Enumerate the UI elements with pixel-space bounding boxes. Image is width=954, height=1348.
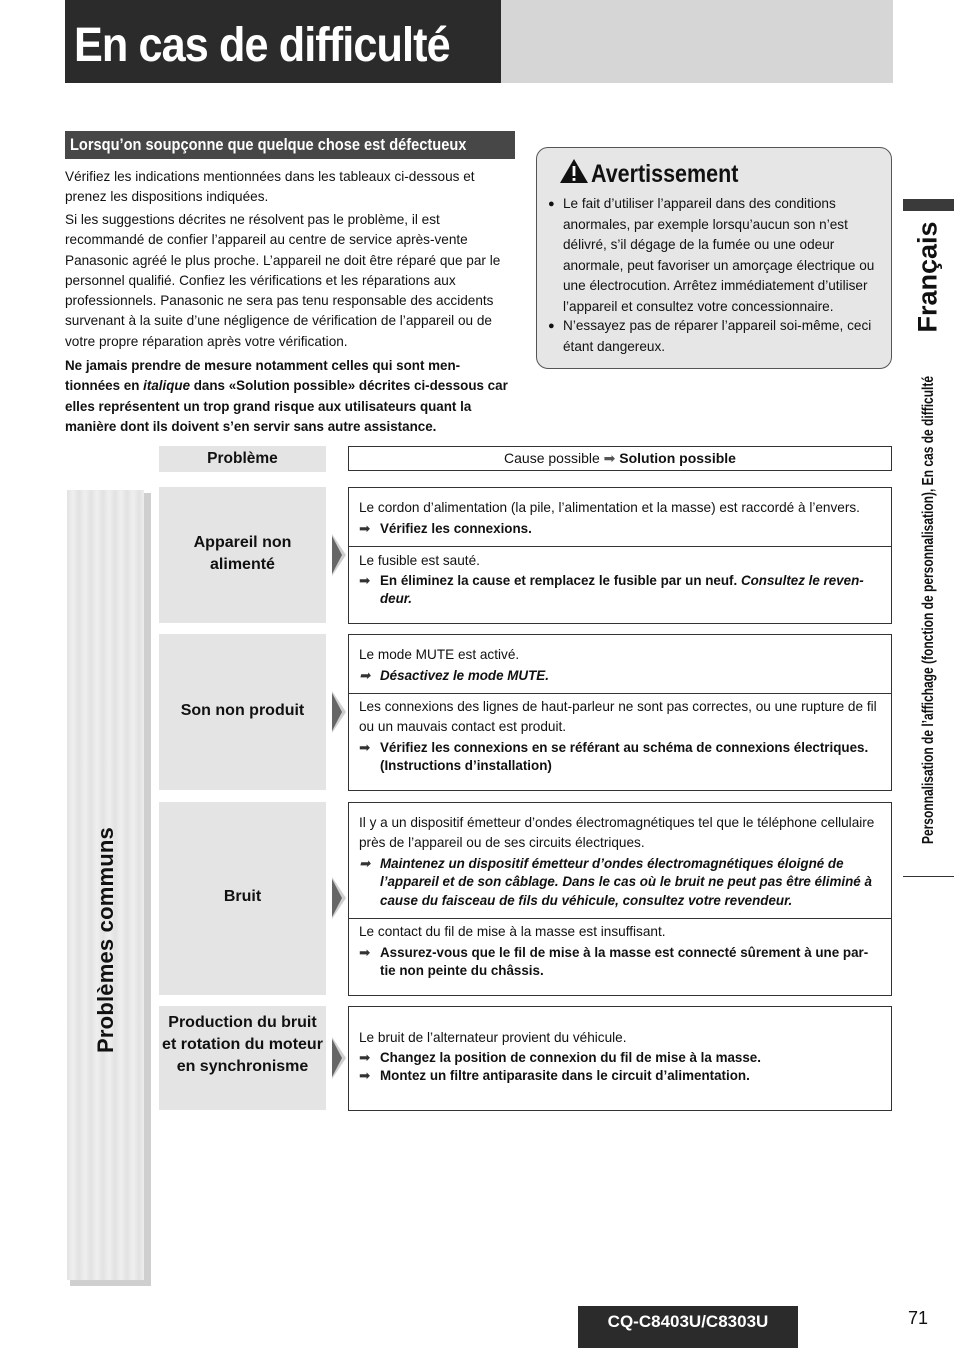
- cause-text: Le bruit de l’alternateur provient du véhicule.: [359, 1030, 627, 1045]
- solution-item: [359, 944, 881, 981]
- solution-text-italic: Maintenez un dispositif émetteur d’ondes électromagnétiques éloigné de l’appareil et de son câblage. Dans le cas où le bruit ne peut pas être éliminé à cause du faisceau de fils du véhicule, consultez votre revendeur.: [380, 856, 872, 908]
- header-cause-text: Cause possible: [504, 450, 600, 466]
- intro-bold-italic: italique: [143, 378, 191, 394]
- cause-text: Le fusible est sauté.: [359, 553, 480, 568]
- warning-heading-text: Avertissement: [591, 160, 739, 188]
- intro-warning-paragraph: [65, 356, 515, 437]
- solution-item: [359, 739, 881, 776]
- category-shadow: [144, 493, 151, 1283]
- intro-bold-a: Ne jamais prendre de mesure notamment celles qui sont men- tionnées en: [65, 358, 461, 394]
- warning-item: [548, 194, 884, 317]
- problem-label: Bruit: [223, 888, 262, 905]
- problem-label: Son non produit: [180, 702, 305, 719]
- intro-bold-b: dans «Solution possible» décrites ci-dessous car elles représentent un trop grand risque aux utilisateurs quant la manière dont ils doivent s’en servir sans autre assistance.: [65, 378, 508, 434]
- solution-text: En éliminez la cause et remplacez le fusible par un neuf.: [380, 573, 738, 588]
- sidebar-marker: [903, 199, 954, 211]
- arrow-right-icon: ➡: [359, 521, 371, 536]
- chevron-right-icon-inner: [332, 693, 342, 731]
- header-solution-text: Solution possible: [619, 450, 736, 466]
- model-label: CQ-C8403U/C8303U: [578, 1306, 798, 1348]
- solution-item: [359, 572, 881, 609]
- arrow-right-icon: ➡: [359, 668, 371, 683]
- cause-divider: [348, 918, 892, 919]
- warning-heading: [559, 158, 762, 191]
- solution-text-italic: Consultez le reven- deur.: [380, 573, 864, 607]
- warning-item-text: N’essayez pas de réparer l’appareil soi-même, ceci étant dangereux.: [563, 318, 872, 354]
- table-header-cause: [348, 446, 892, 471]
- solution-item: [359, 855, 881, 910]
- cause-divider: [348, 546, 892, 547]
- chevron-right-icon-inner: [332, 879, 342, 917]
- table-header-problem: Problème: [159, 446, 326, 472]
- cause-text: Les connexions des lignes de haut-parleur ne sont pas correctes, ou une rupture de fil ou un mauvais contact est produit.: [359, 699, 877, 735]
- arrow-right-icon: ➡: [359, 740, 371, 755]
- problem-label: Appareil non alimenté: [193, 534, 292, 573]
- intro-paragraph-1: Vérifiez les indications mentionnées dans les tableaux ci-dessous et prenez les dispositions indiquées.: [65, 169, 475, 205]
- solution-text-wrap: [359, 572, 881, 609]
- chevron-right-icon-inner: [332, 536, 342, 574]
- problem-label: Production du bruit et rotation du moteur en synchronisme: [162, 1014, 323, 1075]
- bullet-icon: ●: [548, 320, 555, 332]
- arrow-right-icon: ➡: [359, 1050, 371, 1065]
- warning-item-text: Le fait d’utiliser l’appareil dans des conditions anormales, par exemple lorsqu’aucun son n’est délivré, s’il dégage de la fumée ou une odeur anormale, peut favoriser un amorçage électrique ou une électrocution. Arrêtez immédiatement d’utiliser l’appareil et consultez votre concessionnaire.: [563, 196, 875, 314]
- cause-divider: [348, 693, 892, 694]
- intro-paragraph-2: Si les suggestions décrites ne résolvent pas le problème, il est recommandé de confier l’appareil au centre de service après-vente Panasonic agréé le plus proche. L’appareil ne doit être réparé que par le personnel qualifié. Confiez les vérifications et les réparations aux professionnels. Panasonic ne sera pas tenu responsable des accidents survenant à la suite d’une négligence de vérification de l’appareil ou de votre propre réparation après votre vérification.: [65, 212, 501, 349]
- arrow-right-icon: ➡: [359, 1068, 371, 1083]
- sidebar-divider: [903, 876, 954, 877]
- chevron-right-icon-inner: [332, 1039, 342, 1077]
- solution-item: [359, 1067, 881, 1085]
- cause-text: Il y a un dispositif émetteur d’ondes électromagnétiques tel que le téléphone cellulaire près de l’appareil ou de ses circuits électriques.: [359, 815, 875, 851]
- warning-triangle-icon: [559, 158, 589, 191]
- cause-text: Le cordon d’alimentation (la pile, l’alimentation et la masse) est raccordé à l’envers.: [359, 500, 860, 515]
- solution-text: Changez la position de connexion du fil de mise à la masse.: [380, 1050, 761, 1065]
- bullet-icon: ●: [548, 198, 555, 210]
- arrow-right-icon: ➡: [359, 945, 371, 960]
- solution-text: Montez un filtre antiparasite dans le circuit d’alimentation.: [380, 1068, 750, 1083]
- solution-item: [359, 1049, 881, 1067]
- section-heading-text: Lorsqu’on soupçonne que quelque chose est défectueux: [70, 135, 467, 154]
- cause-text: Le contact du fil de mise à la masse est insuffisant.: [359, 924, 666, 939]
- solution-text: Assurez-vous que le fil de mise à la masse est connecté sûrement à une par- tie non peinte du châssis.: [380, 945, 869, 979]
- warning-item: [548, 316, 884, 357]
- solution-text-italic: Désactivez le mode MUTE.: [380, 668, 549, 683]
- page-number: 71: [908, 1308, 929, 1328]
- section-heading: [65, 131, 515, 159]
- page-title: En cas de difficulté: [74, 19, 450, 72]
- arrow-right-icon: ➡: [359, 573, 371, 588]
- sidebar-section: [903, 360, 954, 860]
- category-shadow: [70, 1280, 151, 1286]
- category-label: [67, 490, 144, 1280]
- arrow-right-icon: ➡: [603, 450, 616, 466]
- arrow-right-icon: ➡: [359, 856, 371, 871]
- solution-item: [359, 520, 881, 538]
- solution-item: [359, 667, 881, 685]
- cause-text: Le mode MUTE est activé.: [359, 647, 520, 662]
- category-label-text: Problèmes communs: [92, 827, 118, 1054]
- solution-text: Vérifiez les connexions en se référant au schéma de connexions électriques. (Instructions d’installation): [380, 740, 869, 774]
- sidebar-section-text: Personnalisation de l’affichage (fonction de personnalisation), En cas de difficulté: [919, 375, 937, 845]
- sidebar-language: [900, 222, 954, 332]
- solution-text: Vérifiez les connexions.: [380, 521, 532, 536]
- sidebar-language-text: Français: [912, 221, 943, 333]
